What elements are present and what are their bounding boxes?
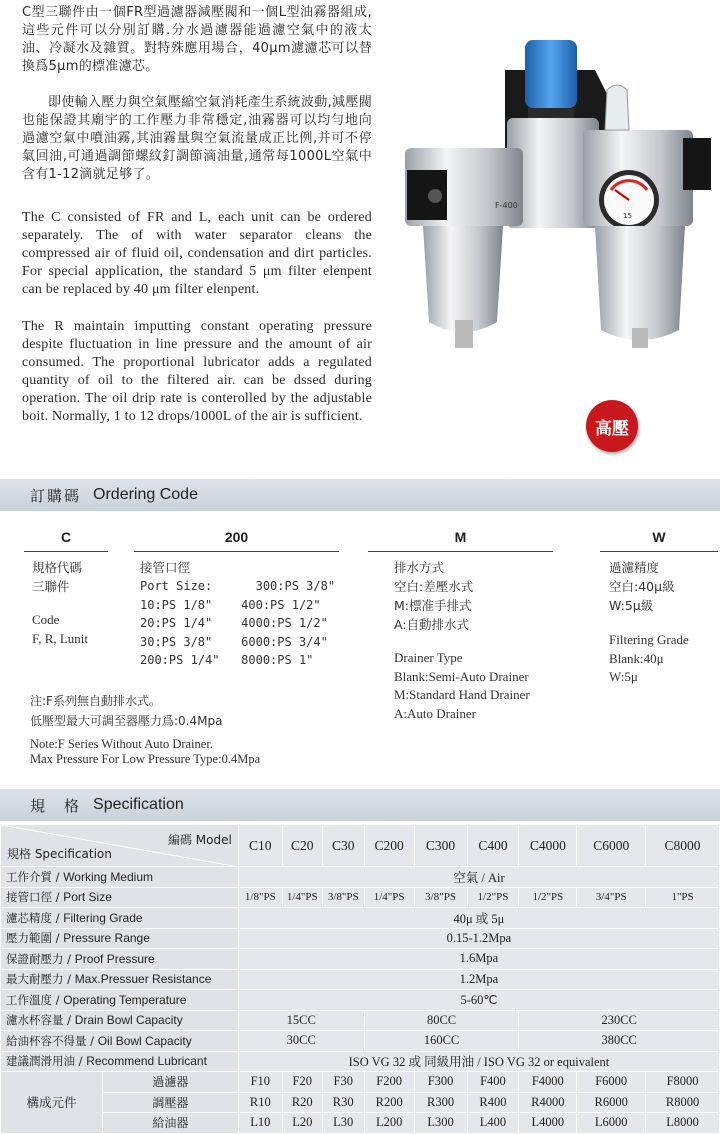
frl-unit-illustration xyxy=(395,30,715,360)
lubricator-part: L8000 xyxy=(646,1113,720,1134)
row-label-filter: 濾芯精度 / Filtering Grade xyxy=(1,908,239,929)
ordering-title-zh: 訂購碼 xyxy=(30,486,82,505)
lubricator-part: L30 xyxy=(322,1113,364,1134)
model-header: C10 xyxy=(238,825,282,867)
corner-model-label: 編碼 Model xyxy=(167,833,232,847)
lubricator-part: L4000 xyxy=(519,1113,577,1134)
filter-part: F6000 xyxy=(577,1072,646,1093)
model-header: C400 xyxy=(467,825,519,867)
model-header: C300 xyxy=(414,825,467,867)
note-zh-1: 注:F系列無自動排水式。 xyxy=(30,694,161,708)
row-label-lubricant: 建議潤滑用油 / Recommend Lubricant xyxy=(1,1051,239,1072)
drain-capacity-cell: 80CC xyxy=(364,1010,519,1031)
filter-part: F10 xyxy=(238,1072,282,1093)
filter-sub-label: 過濾器 xyxy=(102,1072,238,1093)
filtering-grade-en: Filtering Grade Blank:40μ W:5μ xyxy=(609,632,689,685)
row-label-drain-bowl: 濾水杯容量 / Drain Bowl Capacity xyxy=(1,1010,239,1031)
spec-title-zh: 規 格 xyxy=(30,796,82,815)
code-zh-text: 規格代碼 三聯件 xyxy=(32,560,83,594)
port-cell: 1/2"PS xyxy=(467,887,519,908)
regulator-part: R300 xyxy=(414,1092,467,1113)
lubricant-value: ISO VG 32 或 同級用油 / ISO VG 32 or equivalent xyxy=(238,1051,719,1072)
note-en-1: Note:F Series Without Auto Drainer. xyxy=(30,737,213,751)
regulator-part: R200 xyxy=(364,1092,414,1113)
row-label-medium: 工作介質 / Working Medium xyxy=(1,867,239,888)
oil-capacity-cell: 160CC xyxy=(364,1031,519,1052)
lubricator-part: L300 xyxy=(414,1113,467,1134)
model-header: C6000 xyxy=(577,825,646,867)
intro-zh-paragraph-2: 即使輸入壓力與空氣壓縮空氣消耗產生系統波動,減壓閥也能保證其廟宇的工作壓力非常穩定,油霧器可以均勻地向過濾空氣中噴油霧,其油霧量與空氣流量成正比例,并可不停氣回油,可通過調節螺紋釘調節滴油量,通常每1000L空氣中含有1-12滴就足够了。 xyxy=(22,95,372,182)
lubricator-sub-label: 給油器 xyxy=(102,1113,238,1134)
regulator-part: R20 xyxy=(282,1092,322,1113)
row-label-port: 接管口徑 / Port Size xyxy=(1,887,239,908)
ordering-col-w-head: W xyxy=(600,529,718,552)
oil-capacity-cell: 30CC xyxy=(238,1031,364,1052)
max-pressure-value: 1.2Mpa xyxy=(238,969,719,990)
ordering-col-c-head: C xyxy=(24,529,108,552)
temperature-value: 5-60℃ xyxy=(238,990,719,1011)
medium-value: 空氣 / Air xyxy=(238,867,719,888)
row-label-oil-bowl: 給油杯容不得量 / Oil Bowl Capacity xyxy=(1,1031,239,1052)
ordering-code-header xyxy=(0,479,720,511)
ordering-title-en: Ordering Code xyxy=(93,486,198,503)
specification-table xyxy=(0,824,720,1134)
model-header: C8000 xyxy=(646,825,720,867)
port-cell: 1/4"PS xyxy=(364,887,414,908)
filter-part: F4000 xyxy=(519,1072,577,1093)
filter-part: F8000 xyxy=(646,1072,720,1093)
drain-capacity-cell: 15CC xyxy=(238,1010,364,1031)
lubricator-part: L400 xyxy=(467,1113,519,1134)
intro-zh-paragraph-1: C型三聯件由一個FR型過濾器減壓閥和一個L型油霧器組成,這些元件可以分別訂購.分水過濾器能過濾空氣中的液太油、冷凝水及雜質。對特殊應用場合，40μm濾濾芯可以替換爲5μm的標准濾芯。 xyxy=(22,5,372,74)
proof-value: 1.6Mpa xyxy=(238,949,719,970)
port-cell: 3/8"PS xyxy=(414,887,467,908)
regulator-knob xyxy=(525,40,577,108)
row-label-temperature: 工作溫度 / Operating Temperature xyxy=(1,990,239,1011)
port-size-zh: 接管口徑 xyxy=(140,560,191,575)
regulator-sub-label: 調壓器 xyxy=(102,1092,238,1113)
regulator-part: R10 xyxy=(238,1092,282,1113)
filter-part: F20 xyxy=(282,1072,322,1093)
note-zh-2: 低壓型最大可調至器壓力爲:0.4Mpa xyxy=(30,714,223,728)
drainer-type-zh: 排水方式 空白:差壓水式 M:標准手排式 A:自動排水式 xyxy=(394,560,474,632)
intro-en-paragraph-2: The R maintain imputting constant operating pressure despite fluctuation in line pressure and the amount of air consumed. The proportional lubricator adds a regulated quantity of oil to the filtered air. can be dssed during operation. The oil drip rate is conterolled by the adjustable boit. Normally, 1 to 12 drops/1000L of the air is sufficient. xyxy=(22,319,372,424)
row-label-proof: 保證耐壓力 / Proof Pressure xyxy=(1,949,239,970)
ordering-col-200-head: 200 xyxy=(134,529,339,552)
filter-value: 40μ 或 5μ xyxy=(238,908,719,929)
ordering-col-m-head: M xyxy=(368,529,553,552)
regulator-part: R4000 xyxy=(519,1092,577,1113)
model-header: C30 xyxy=(322,825,364,867)
port-cell: 1/4"PS xyxy=(282,887,322,908)
specification-header xyxy=(0,789,720,821)
corner-spec-label: 規格 Specification xyxy=(7,847,112,861)
filtering-grade-zh: 過濾精度 空白:40μ級 W:5μ級 xyxy=(609,560,675,613)
regulator-part: R8000 xyxy=(646,1092,720,1113)
filter-part: F30 xyxy=(322,1072,364,1093)
components-label: 構成元件 xyxy=(1,1072,103,1134)
lubricator-part: L6000 xyxy=(577,1113,646,1134)
high-pressure-badge: 高壓 xyxy=(586,400,638,452)
port-cell: 3/4"PS xyxy=(577,887,646,908)
filter-part: F300 xyxy=(414,1072,467,1093)
regulator-part: R6000 xyxy=(577,1092,646,1113)
regulator-part: R30 xyxy=(322,1092,364,1113)
code-en-text: Code F, R, Lunit xyxy=(32,612,89,646)
filter-part: F400 xyxy=(467,1072,519,1093)
filter-model-label: F-400 xyxy=(495,201,518,210)
model-header: C200 xyxy=(364,825,414,867)
oil-capacity-cell: 380CC xyxy=(519,1031,720,1052)
intro-en-paragraph-1: The C consisted of FR and L, each unit can be ordered separately. The of with water separator cleans the compressed air of fluid oil, condensation and dirt particles. For special application, the standard 5 μm filter elenpent can be replaced by 40 μm filter elenpent. xyxy=(22,210,372,297)
model-header: C20 xyxy=(282,825,322,867)
pressure-value: 0.15-1.2Mpa xyxy=(238,928,719,949)
gauge-label: 15 xyxy=(623,212,632,220)
lubricator-part: L200 xyxy=(364,1113,414,1134)
port-cell: 1/2"PS xyxy=(519,887,577,908)
port-cell: 1"PS xyxy=(646,887,720,908)
table-corner xyxy=(1,825,239,867)
lubricator-part: L10 xyxy=(238,1113,282,1134)
port-cell: 1/8"PS xyxy=(238,887,282,908)
regulator-part: R400 xyxy=(467,1092,519,1113)
row-label-pressure: 壓力範圍 / Pressure Range xyxy=(1,928,239,949)
row-label-max-pressure: 最大耐壓力 / Max.Pressuer Resistance xyxy=(1,969,239,990)
note-en-2: Max Pressure For Low Pressure Type:0.4Mpa xyxy=(30,752,261,766)
port-size-list: Port Size: 300:PS 3/8" 10:PS 1/8" 400:PS 1/2" 20:PS 1/4" 4000:PS 1/2" 30:PS 3/8" 6000:PS 3/4" 200:PS 1/4" 8000:PS 1" xyxy=(140,579,336,668)
filter-part: F200 xyxy=(364,1072,414,1093)
drainer-type-en: Drainer Type Blank:Semi-Auto Drainer M:Standard Hand Drainer A:Auto Drainer xyxy=(394,650,530,721)
model-header: C4000 xyxy=(519,825,577,867)
lubricator-part: L20 xyxy=(282,1113,322,1134)
port-cell: 3/8"PS xyxy=(322,887,364,908)
spec-title-en: Specification xyxy=(93,796,184,813)
drain-capacity-cell: 230CC xyxy=(519,1010,720,1031)
